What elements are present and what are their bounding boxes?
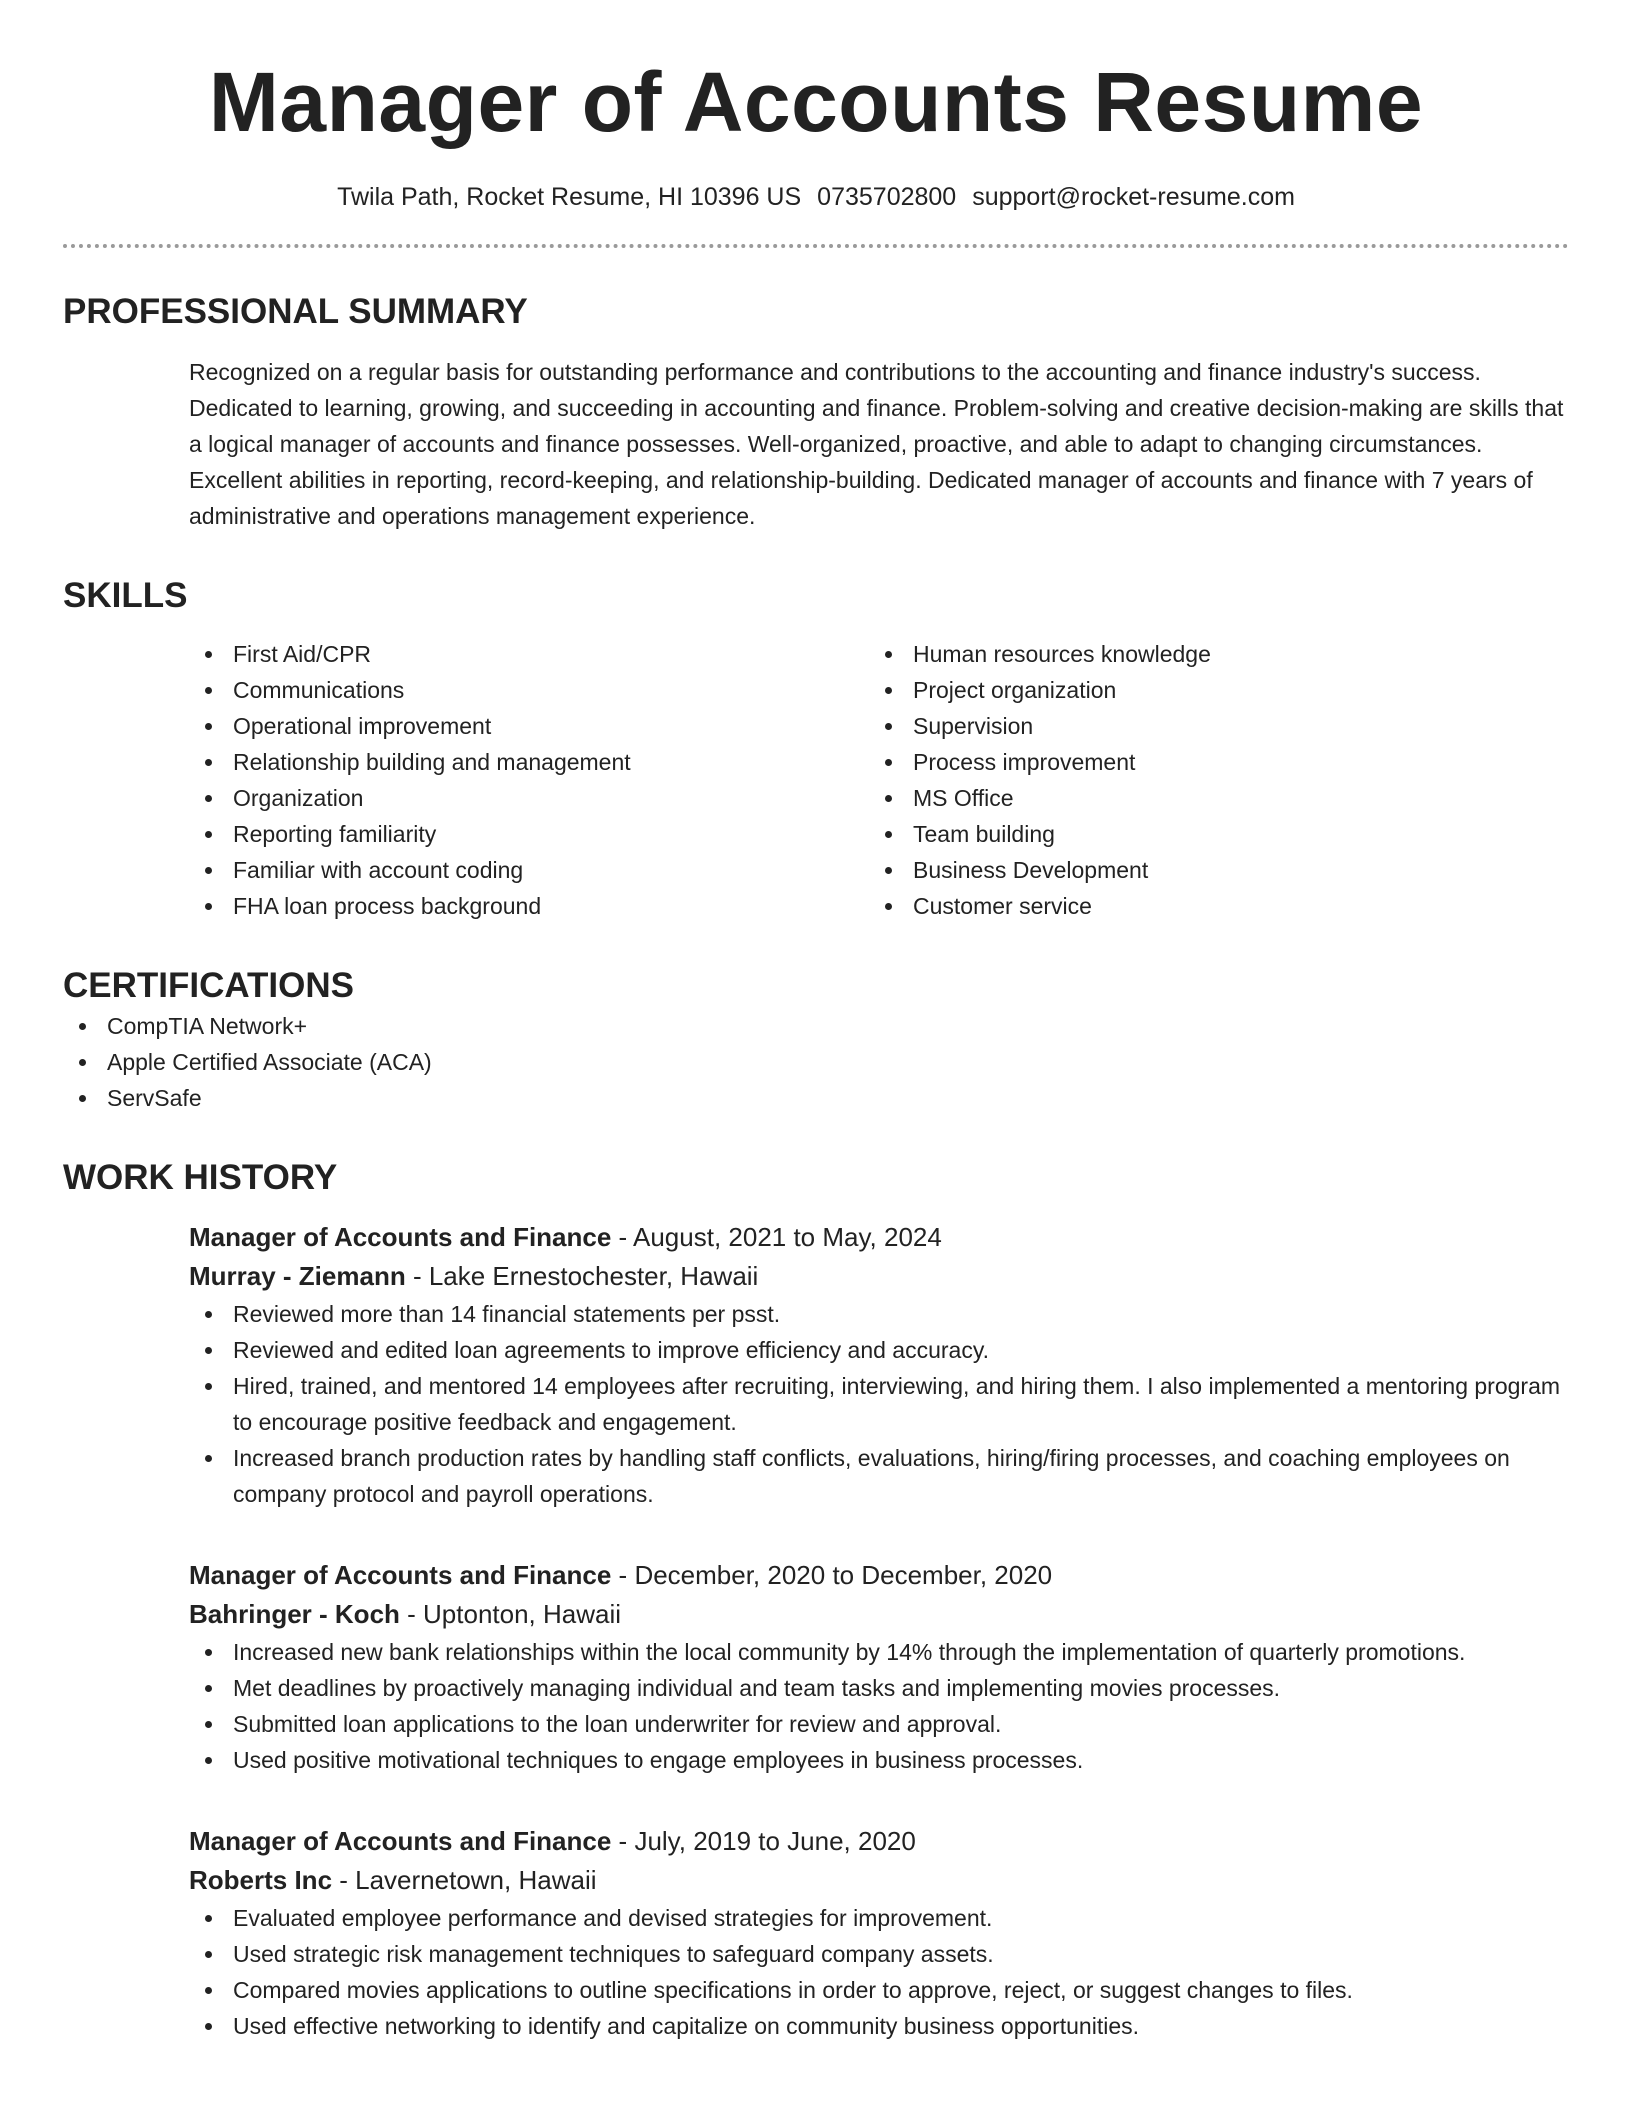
job-location: Lavernetown, Hawaii (355, 1865, 597, 1895)
skill-item: MS Office (869, 780, 1549, 816)
skills-section (63, 574, 1569, 924)
job-dates: July, 2019 to June, 2020 (634, 1826, 916, 1856)
skill-item: Communications (189, 672, 869, 708)
skills-grid (189, 636, 1569, 924)
job-title-line: Manager of Accounts and Finance - August, 2021 to May, 2024 (189, 1222, 942, 1252)
job-entry (189, 1218, 1569, 1512)
work-history-heading: WORK HISTORY (63, 1158, 338, 1197)
job-bullet: Compared movies applications to outline specifications in order to approve, reject, or suggest changes to files. (189, 1972, 1569, 2008)
skill-item: Process improvement (869, 744, 1549, 780)
summary-heading: PROFESSIONAL SUMMARY (63, 292, 528, 331)
skill-item: Project organization (869, 672, 1549, 708)
job-entry (189, 1556, 1569, 1778)
skill-item: Customer service (869, 888, 1549, 924)
job-company-line: Bahringer - Koch - Uptonton, Hawaii (189, 1599, 622, 1629)
job-title: Manager of Accounts and Finance (189, 1560, 612, 1590)
certifications-list (63, 1008, 1569, 1116)
skill-item: Supervision (869, 708, 1549, 744)
skill-item: Organization (189, 780, 869, 816)
job-bullet: Evaluated employee performance and devised strategies for improvement. (189, 1900, 1569, 1936)
job-title-line: Manager of Accounts and Finance - December, 2020 to December, 2020 (189, 1560, 1053, 1590)
job-bullet: Increased new bank relationships within the local community by 14% through the implementation of quarterly promotions. (189, 1634, 1569, 1670)
certifications-heading: CERTIFICATIONS (63, 966, 355, 1005)
header-divider (63, 244, 1569, 248)
job-bullet: Reviewed more than 14 financial statements per psst. (189, 1296, 1569, 1332)
skills-right-column (869, 636, 1549, 924)
job-bullet: Used positive motivational techniques to engage employees in business processes. (189, 1742, 1569, 1778)
certification-item: CompTIA Network+ (63, 1008, 1569, 1044)
skill-item: Business Development (869, 852, 1549, 888)
certification-item: Apple Certified Associate (ACA) (63, 1044, 1569, 1080)
contact-phone: 0735702800 (817, 183, 957, 211)
skill-item: FHA loan process background (189, 888, 869, 924)
contact-address: Twila Path, Rocket Resume, HI 10396 US (337, 183, 802, 211)
job-bullet: Submitted loan applications to the loan underwriter for review and approval. (189, 1706, 1569, 1742)
summary-text: Recognized on a regular basis for outstanding performance and contributions to the accounting and finance industry's success. Dedicated to learning, growing, and succeeding in accounting and finance. Problem-solving and creative decision-making are skills that a logical manager of accounts and finance possesses. Well-organized, proactive, and able to adapt to changing circumstances. Excellent abilities in reporting, record-keeping, and relationship-building. Dedicated manager of accounts and finance with 7 years of administrative and operations management experience. (189, 359, 1564, 529)
work-history-section (63, 1156, 1569, 2044)
resume-title: Manager of Accounts Resume (208, 55, 1424, 149)
contact-line (63, 180, 1569, 214)
job-bullets (189, 1634, 1569, 1778)
job-bullets (189, 1900, 1569, 2044)
job-bullet: Used strategic risk management techniques to safeguard company assets. (189, 1936, 1569, 1972)
job-bullets (189, 1296, 1569, 1512)
job-bullet: Met deadlines by proactively managing individual and team tasks and implementing movies processes. (189, 1670, 1569, 1706)
job-company-line: Roberts Inc - Lavernetown, Hawaii (189, 1865, 597, 1895)
skill-item: Relationship building and management (189, 744, 869, 780)
job-location: Lake Ernestochester, Hawaii (428, 1261, 759, 1291)
job-dates: August, 2021 to May, 2024 (633, 1222, 942, 1252)
job-company: Bahringer - Koch (189, 1599, 400, 1629)
job-bullet: Reviewed and edited loan agreements to improve efficiency and accuracy. (189, 1332, 1569, 1368)
summary-section (63, 290, 1569, 534)
job-bullet: Hired, trained, and mentored 14 employees after recruiting, interviewing, and hiring them. I also implemented a mentoring program to encourage positive feedback and engagement. (189, 1368, 1569, 1440)
certification-item: ServSafe (63, 1080, 1569, 1116)
job-company: Roberts Inc (189, 1865, 333, 1895)
job-entry (189, 1822, 1569, 2044)
job-title: Manager of Accounts and Finance (189, 1826, 612, 1856)
job-dates: December, 2020 to December, 2020 (634, 1560, 1053, 1590)
job-title: Manager of Accounts and Finance (189, 1222, 612, 1252)
skill-item: First Aid/CPR (189, 636, 869, 672)
skill-item: Familiar with account coding (189, 852, 869, 888)
job-bullet: Increased branch production rates by handling staff conflicts, evaluations, hiring/firing processes, and coaching employees on company protocol and payroll operations. (189, 1440, 1569, 1512)
skills-heading: SKILLS (63, 576, 188, 615)
job-bullet: Used effective networking to identify and capitalize on community business opportunities. (189, 2008, 1569, 2044)
skills-left-column (189, 636, 869, 924)
contact-email: support@rocket-resume.com (972, 183, 1295, 211)
skill-item: Reporting familiarity (189, 816, 869, 852)
skill-item: Team building (869, 816, 1549, 852)
skill-item: Operational improvement (189, 708, 869, 744)
skill-item: Human resources knowledge (869, 636, 1549, 672)
job-company-line: Murray - Ziemann - Lake Ernestochester, Hawaii (189, 1261, 759, 1291)
job-company: Murray - Ziemann (189, 1261, 406, 1291)
job-location: Uptonton, Hawaii (423, 1599, 622, 1629)
job-title-line: Manager of Accounts and Finance - July, 2019 to June, 2020 (189, 1826, 916, 1856)
certifications-section (63, 964, 1569, 1116)
